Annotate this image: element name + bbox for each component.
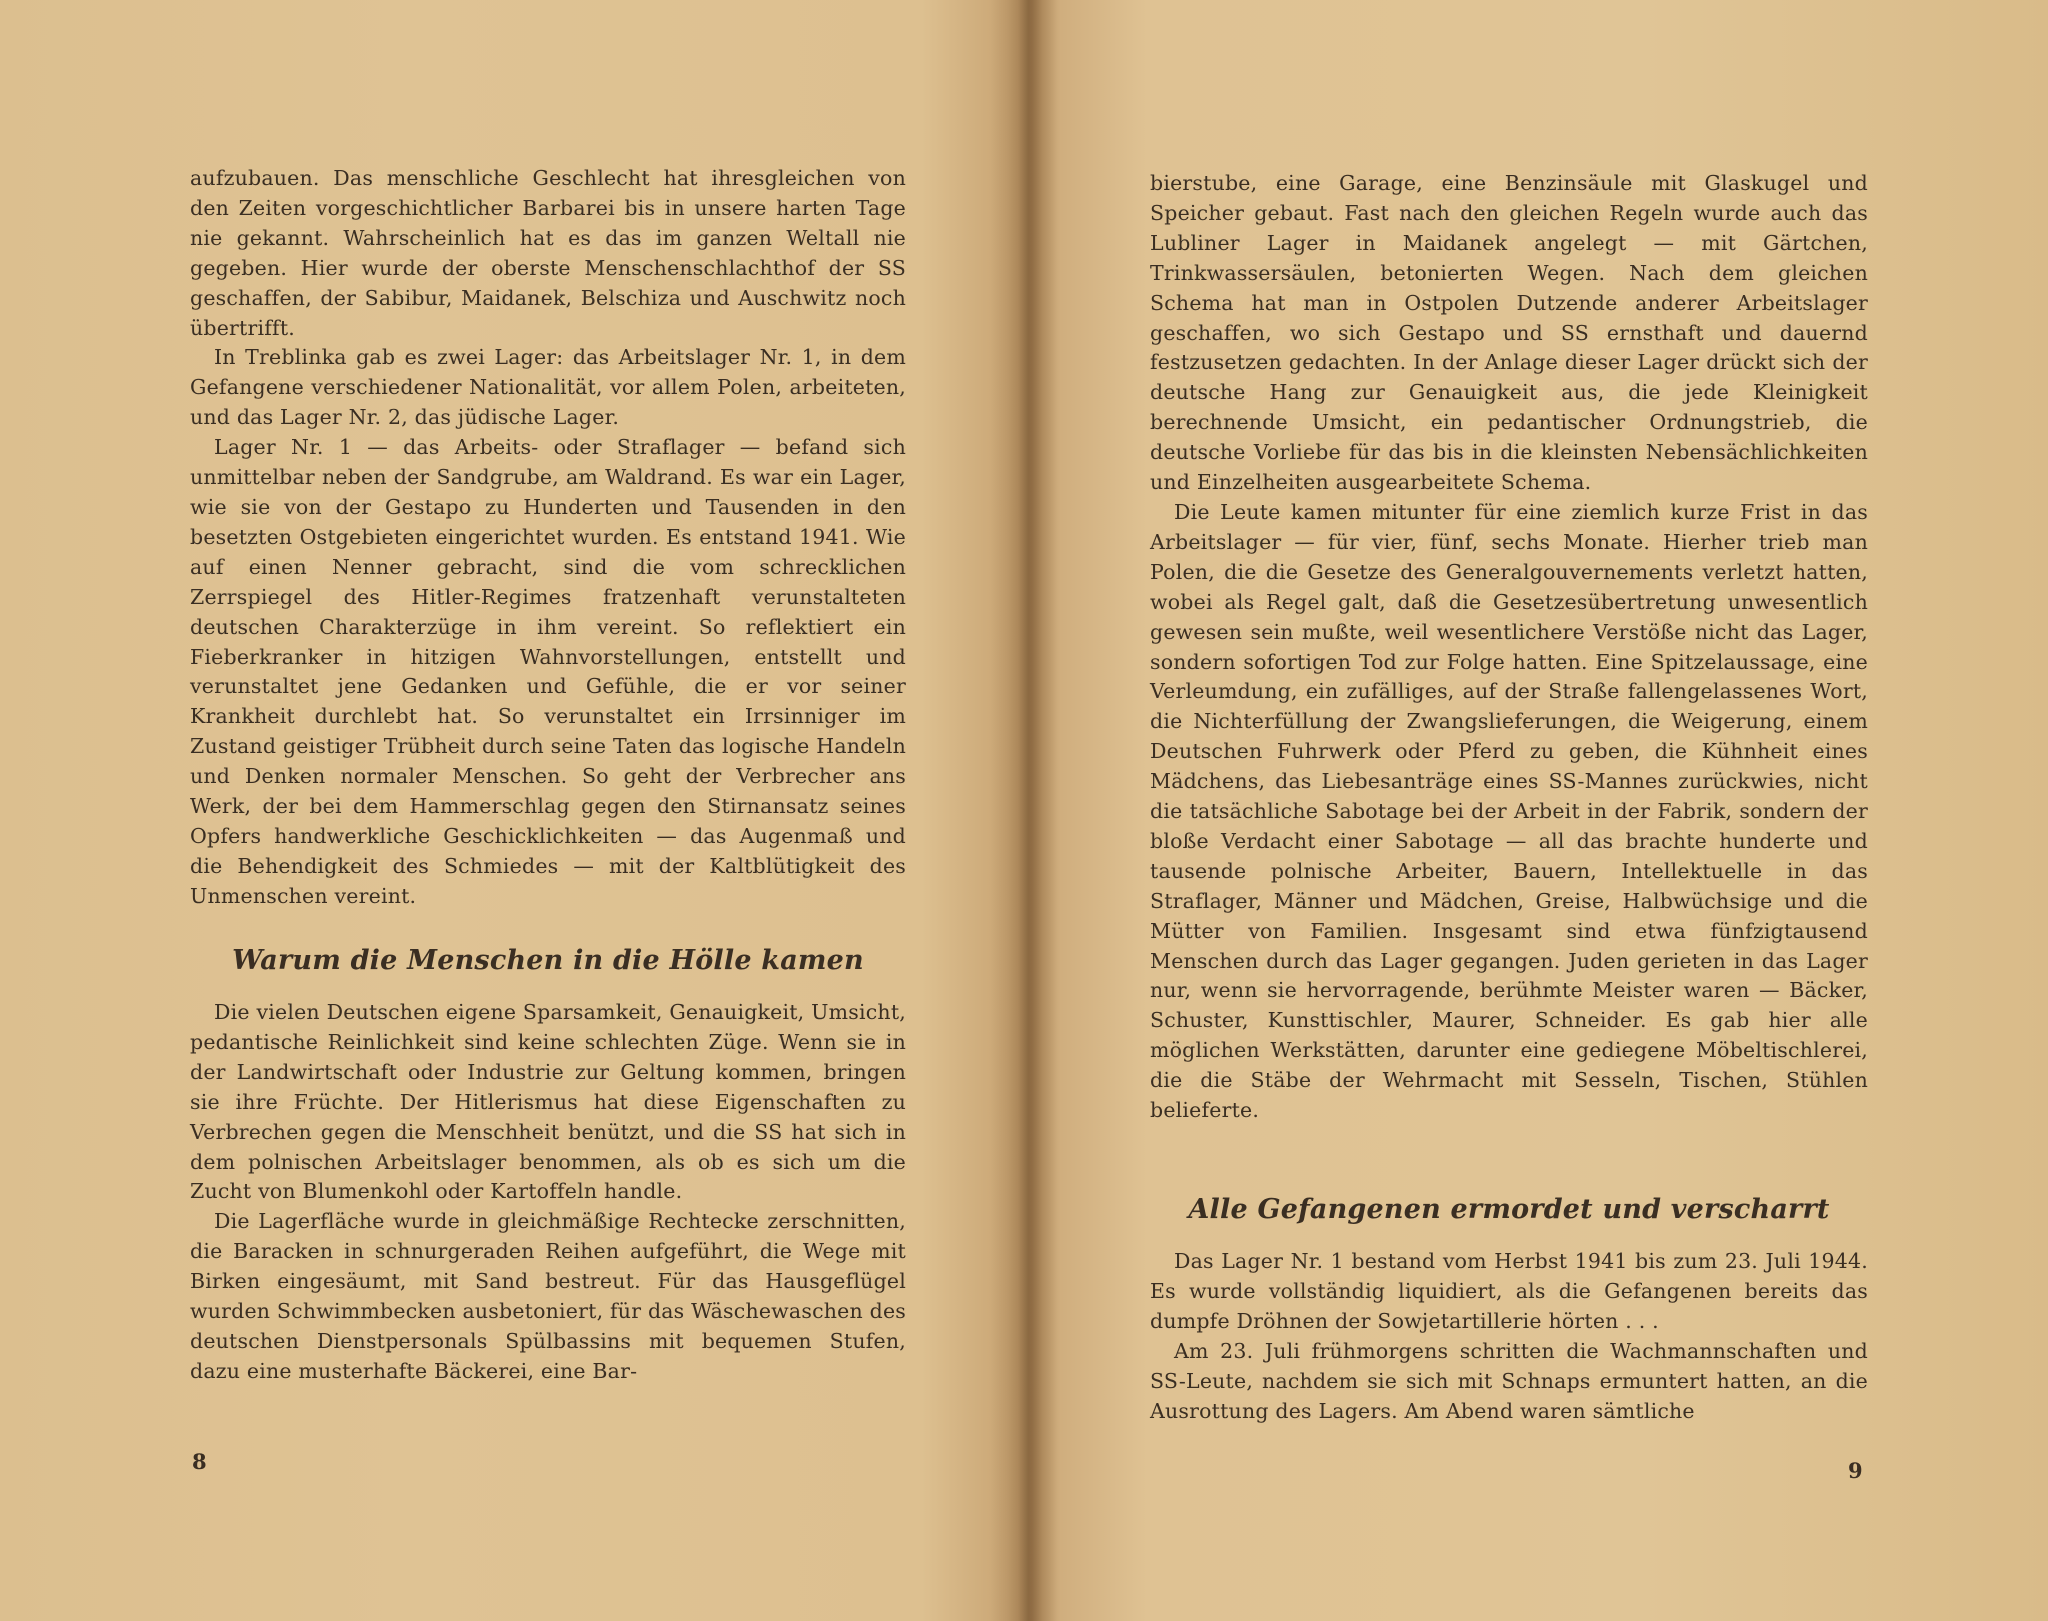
paragraph: In Treblinka gab es zwei Lager: das Arbeitslager Nr. 1, in dem Gefangene verschiedener Nationalität, vor allem Polen, arbeiteten, und das Lager Nr. 2, das jüdische Lager. (190, 345, 906, 430)
paragraph: Am 23. Juli frühmorgens schritten die Wachmannschaften und SS-Leute, nachdem sie sich mit Schnaps ermuntert hatten, an die Ausrottung des Lagers. Am Abend waren sämtliche (1150, 1338, 1868, 1423)
paragraph: Die vielen Deutschen eigene Sparsamkeit, Genauigkeit, Umsicht, pedantische Reinlichkeit sind keine schlechten Züge. Wenn sie in der Landwirtschaft oder Industrie zur Geltung kommen, bringen sie ihre Früchte. Der Hitlerismus hat diese Eigenschaften zu Verbrechen gegen die Menschheit benützt, und die SS hat sich in dem polnischen Arbeitslager benommen, als ob es sich um die Zucht von Blumenkohl oder Kartoffeln handle. (190, 1000, 906, 1204)
right-page (1040, 0, 2048, 1621)
right-text-block-top (1150, 169, 1868, 1126)
left-text-block-top (190, 164, 906, 912)
paragraph: aufzubauen. Das menschliche Geschlecht hat ihresgleichen von den Zeiten vorgeschichtlicher Barbarei bis in unsere harten Tage nie gekannt. Wahrscheinlich hat es das im ganzen Weltall nie gegeben. Hier wurde der oberste Menschenschlachthof der SS geschaffen, der Sabibur, Maidanek, Belschiza und Auschwitz noch übertrifft. (190, 166, 906, 340)
right-text-block-bottom (1150, 1247, 1868, 1426)
left-text-block-bottom (190, 998, 906, 1387)
left-page (0, 0, 1010, 1621)
left-section (190, 941, 906, 981)
section-heading: Alle Gefangenen ermordet und verscharrt (1188, 1194, 1830, 1225)
paragraph: bierstube, eine Garage, eine Benzinsäule mit Glaskugel und Speicher gebaut. Fast nach den gleichen Regeln wurde auch das Lubliner Lager in Maidanek angelegt — mit Gärtchen, Trinkwassersäulen, betonierten Wegen. Nach dem gleichen Schema hat man in Ostpolen Dutzende anderer Arbeitslager geschaffen, wo sich Gestapo und SS ernsthaft und dauernd festzusetzen gedachten. In der Anlage dieser Lager drückt sich der deutsche Hang zur Genauigkeit aus, die jede Kleinigkeit berechnende Umsicht, ein pedantischer Ordnungstrieb, die deutsche Vorliebe für das bis in die kleinsten Nebensächlichkeiten und Einzelheiten ausgearbeitete Schema. (1150, 171, 1868, 495)
paragraph: Die Lagerfläche wurde in gleichmäßige Rechtecke zerschnitten, die Baracken in schnurgeraden Reihen aufgeführt, die Wege mit Birken eingesäumt, mit Sand bestreut. Für das Hausgeflügel wurden Schwimmbecken ausbetoniert, für das Wäschewaschen des deutschen Dienstpersonals Spülbassins mit bequemen Stufen, dazu eine musterhafte Bäckerei, eine Bar- (190, 1209, 906, 1383)
page-number: 8 (192, 1449, 207, 1474)
paragraph: Die Leute kamen mitunter für eine ziemlich kurze Frist in das Arbeitslager — für vier, fünf, sechs Monate. Hierher trieb man Polen, die die Gesetze des Generalgouvernements verletzt hatten, wobei als Regel galt, daß die Gesetzesübertretung unwesentlich gewesen sein mußte, weil wesentlichere Verstöße nicht das Lager, sondern sofortigen Tod zur Folge hatten. Eine Spitzelaussage, eine Verleumdung, ein zufälliges, auf der Straße fallengelassenes Wort, die Nichterfüllung der Zwangslieferungen, die Weigerung, einem Deutschen Fuhrwerk oder Pferd zu geben, die Kühnheit eines Mädchens, das Liebesanträge eines SS-Mannes zurückwies, nicht die tatsächliche Sabotage bei der Arbeit in der Fabrik, sondern der bloße Verdacht einer Sabotage — all das brachte hunderte und tausende polnische Arbeiter, Bauern, Intellektuelle in das Straflager, Männer und Mädchen, Greise, Halbwüchsige und die Mütter von Familien. Insgesamt sind etwa fünfzigtausend Menschen durch das Lager gegangen. Juden gerieten in das Lager nur, wenn sie hervorragende, berühmte Meister waren — Bäcker, Schuster, Kunsttischler, Maurer, Schneider. Es gab hier alle möglichen Werkstätten, darunter eine gediegene Möbeltischlerei, die die Stäbe der Wehrmacht mit Sesseln, Tischen, Stühlen belieferte. (1150, 499, 1868, 1123)
page-number: 9 (1848, 1458, 1863, 1483)
right-section (1150, 1190, 1868, 1230)
paragraph: Lager Nr. 1 — das Arbeits- oder Straflager — befand sich unmittelbar neben der Sandgrube, am Waldrand. Es war ein Lager, wie sie von der Gestapo zu Hunderten und Tausenden in den besetzten Ostgebieten eingerichtet wurden. Es entstand 1941. Wie auf einen Nenner gebracht, sind die vom schrecklichen Zerrspiegel des Hitler-Regimes fratzenhaft verunstalteten deutschen Charakterzüge in ihm vereint. So reflektiert ein Fieberkranker in hitzigen Wahnvorstellungen, entstellt und verunstaltet jene Gedanken und Gefühle, die er vor seiner Krankheit durchlebt hat. So verunstaltet ein Irrsinniger im Zustand geistiger Trübheit durch seine Taten das logische Handeln und Denken normaler Menschen. So geht der Verbrecher ans Werk, der bei dem Hammerschlag gegen den Stirnansatz seines Opfers handwerkliche Geschicklichkeiten — das Augenmaß und die Behendigkeit des Schmiedes — mit der Kaltblütigkeit des Unmenschen vereint. (190, 435, 906, 908)
paragraph: Das Lager Nr. 1 bestand vom Herbst 1941 bis zum 23. Juli 1944. Es wurde vollständig liquidiert, als die Gefangenen bereits das dumpfe Dröhnen der Sowjetartillerie hörten . . . (1150, 1249, 1868, 1333)
section-heading: Warum die Menschen in die Hölle kamen (232, 945, 864, 976)
